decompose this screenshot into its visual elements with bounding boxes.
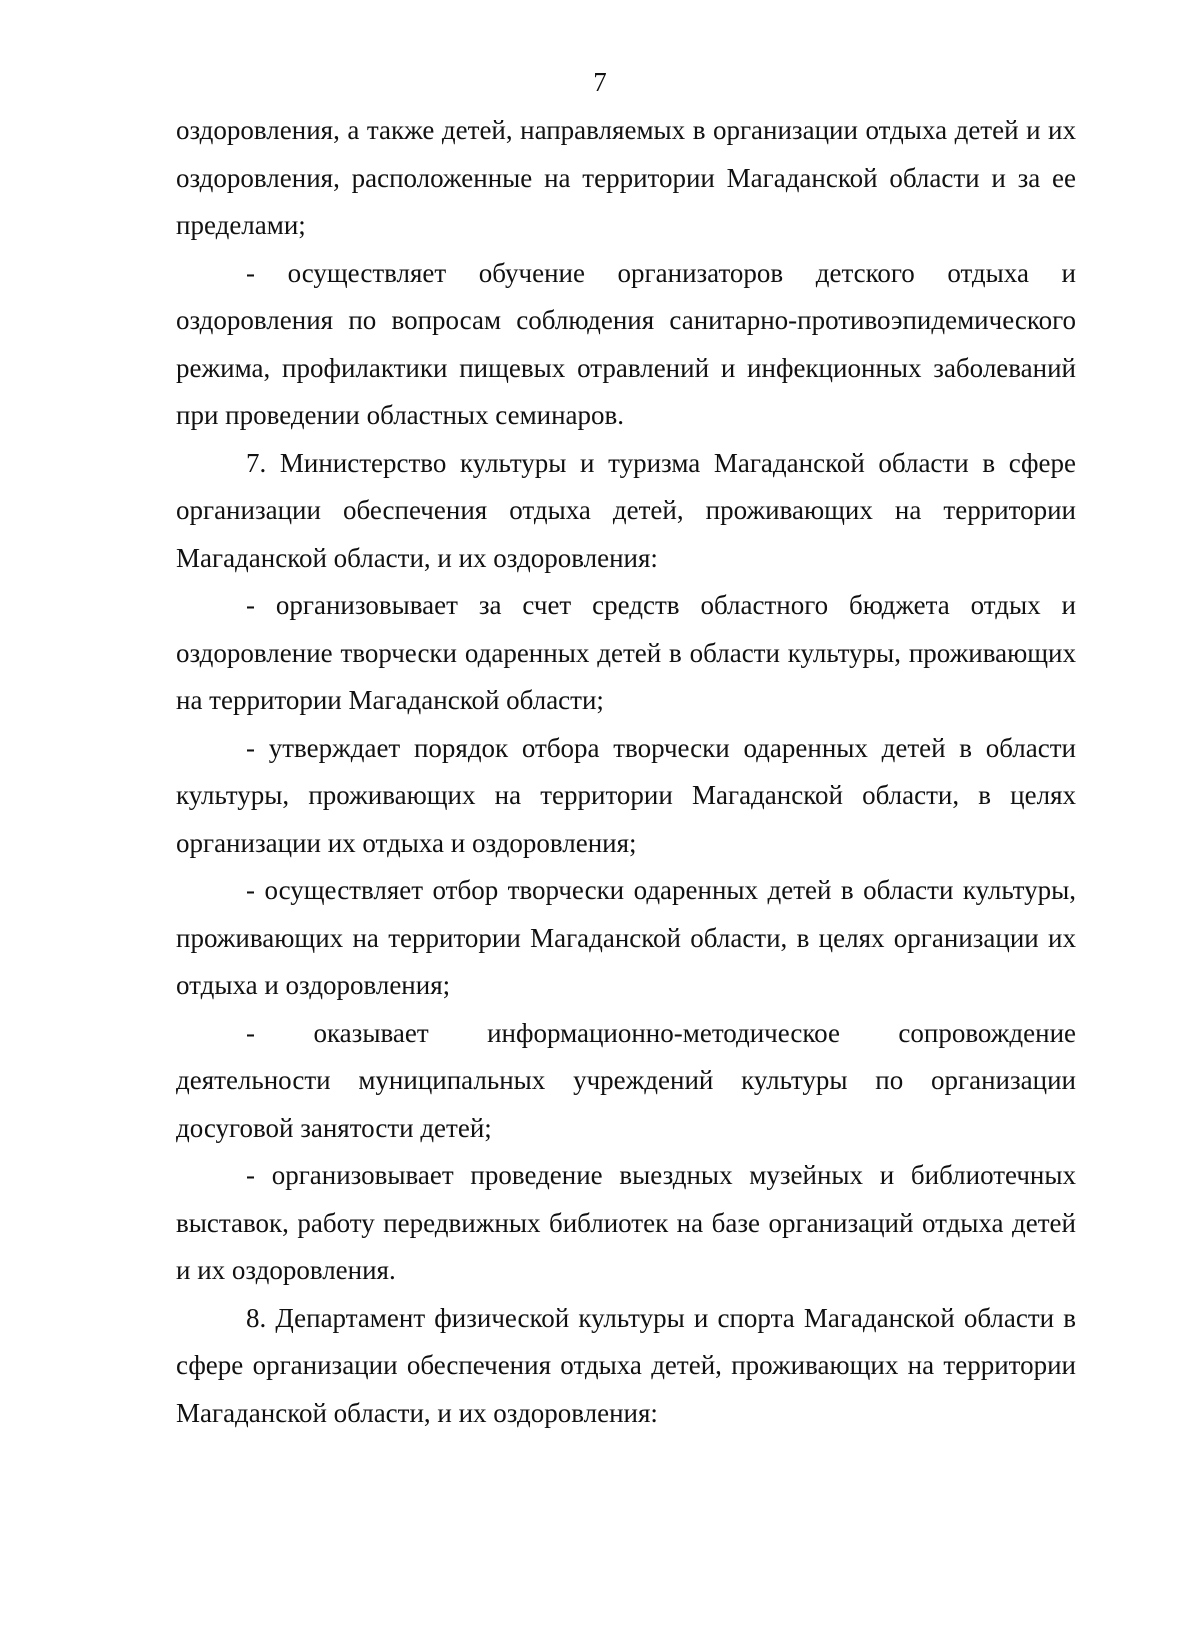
paragraph-ministry-culture-heading: 7. Министерство культуры и туризма Магаданской области в сфере организации обеспечения отдыха детей, проживающих на территории Магаданской области, и их оздоровления:: [176, 447, 1076, 573]
paragraph-methodical-support-item: - оказывает информационно-методическое сопровождение деятельности муниципальных учреждений культуры по организации досуговой занятости детей;: [176, 1017, 1076, 1143]
paragraph-continuation: оздоровления, а также детей, направляемых в организации отдыха детей и их оздоровления, расположенные на территории Магаданской области и за ее пределами;: [176, 115, 1076, 240]
document-body: [176, 107, 1076, 1437]
paragraph-approves-selection-item: - утверждает порядок отбора творчески одаренных детей в области культуры, проживающих на территории Магаданской области, в целях организации их отдыха и оздоровления;: [176, 732, 1076, 858]
paragraph-organizes-rest-item: - организовывает за счет средств областного бюджета отдых и оздоровление творчески одаренных детей в области культуры, проживающих на территории Магаданской области;: [176, 590, 1076, 715]
paragraph-exhibitions-item: - организовывает проведение выездных музейных и библиотечных выставок, работу передвижных библиотек на базе организаций отдыха детей и их оздоровления.: [176, 1160, 1076, 1285]
page-number: 7: [593, 67, 607, 97]
paragraph-training-item: - осуществляет обучение организаторов детского отдыха и оздоровления по вопросам соблюдения санитарно-противоэпидемического режима, профилактики пищевых отравлений и инфекционных заболеваний при проведении областных семинаров.: [176, 257, 1076, 430]
paragraph-performs-selection-item: - осуществляет отбор творчески одаренных детей в области культуры, проживающих на территории Магаданской области, в целях организации их отдыха и оздоровления;: [176, 875, 1076, 1000]
paragraph-sports-department-heading: 8. Департамент физической культуры и спорта Магаданской области в сфере организации обеспечения отдыха детей, проживающих на территории Магаданской области, и их оздоровления:: [176, 1302, 1076, 1428]
